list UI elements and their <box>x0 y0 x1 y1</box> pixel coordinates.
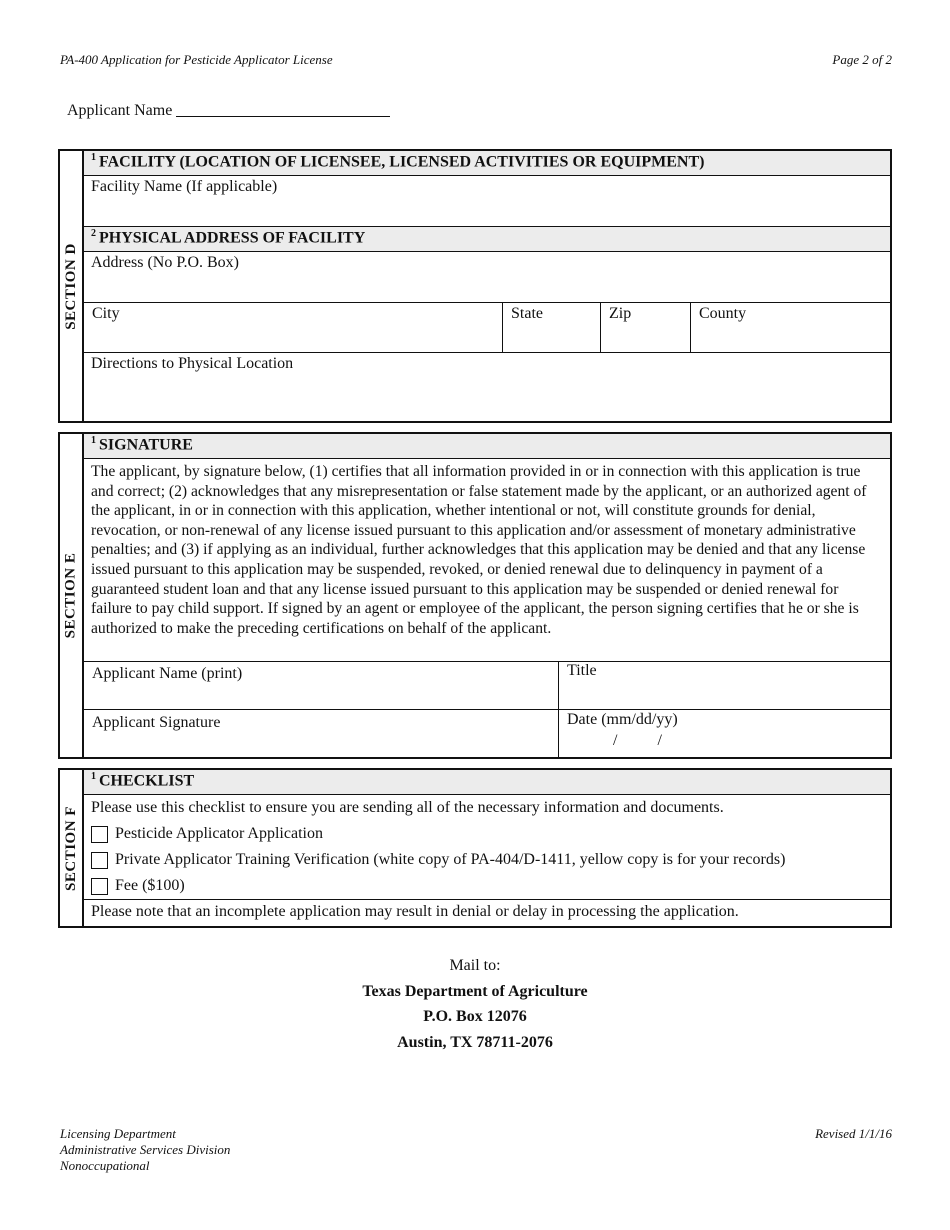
signature-title: SIGNATURE <box>99 436 193 454</box>
page-number: Page 2 of 2 <box>832 52 892 67</box>
applicant-name-field[interactable] <box>176 100 390 117</box>
address-field[interactable] <box>84 252 890 303</box>
checklist-note-row <box>84 900 890 926</box>
mail-to-label: Mail to: <box>449 957 501 974</box>
address-title: PHYSICAL ADDRESS OF FACILITY <box>99 229 366 247</box>
checklist-title: CHECKLIST <box>99 772 195 790</box>
revised-date: Revised 1/1/16 <box>815 1126 892 1141</box>
county-label: County <box>699 305 747 322</box>
date-separators: / / <box>613 732 662 749</box>
facility-name-field[interactable] <box>84 176 890 227</box>
name-title-row <box>84 662 890 710</box>
checklist-item[interactable] <box>84 873 890 899</box>
mail-org: Texas Department of Agriculture <box>362 983 588 1000</box>
form-title: PA-400 Application for Pesticide Applicator License <box>60 52 333 67</box>
checklist-item-label: Pesticide Applicator Application <box>115 825 323 842</box>
checklist-note: Please note that an incomplete application may result in denial or delay in processing the application. <box>91 903 739 920</box>
title-field[interactable] <box>559 662 890 709</box>
applicant-name-line <box>67 100 390 120</box>
footer-line-1: Licensing Department <box>60 1126 176 1141</box>
checklist-body <box>84 795 890 900</box>
directions-field[interactable] <box>84 353 890 421</box>
footer-line-3: Nonoccupational <box>60 1158 150 1173</box>
address-header <box>84 227 890 252</box>
checklist-item-label: Fee ($100) <box>115 877 185 894</box>
certification-block <box>84 459 890 662</box>
county-field[interactable] <box>691 303 890 352</box>
checkbox[interactable] <box>91 852 108 869</box>
applicant-signature-field[interactable] <box>84 710 559 757</box>
city-state-zip-row <box>84 303 890 353</box>
section-d-label: SECTION D <box>60 151 84 421</box>
zip-label: Zip <box>609 305 632 322</box>
mail-po-box: P.O. Box 12076 <box>423 1008 527 1025</box>
checkbox[interactable] <box>91 826 108 843</box>
section-e <box>58 432 892 759</box>
facility-header <box>84 151 890 176</box>
mail-city: Austin, TX 78711-2076 <box>397 1034 553 1051</box>
checklist-num: 1 <box>91 771 96 782</box>
city-label: City <box>92 305 120 322</box>
applicant-name-label: Applicant Name <box>67 102 173 119</box>
address-label: Address (No P.O. Box) <box>91 254 239 271</box>
applicant-name-print-field[interactable] <box>84 662 559 709</box>
applicant-signature-label: Applicant Signature <box>92 714 221 731</box>
checklist-intro: Please use this checklist to ensure you are sending all of the necessary information and documents. <box>91 799 724 816</box>
signature-date-row <box>84 710 890 757</box>
signature-header <box>84 434 890 459</box>
checklist-item-label: Private Applicator Training Verification (white copy of PA-404/D-1411, yellow copy is for your records) <box>115 851 786 868</box>
zip-field[interactable] <box>601 303 691 352</box>
address-num: 2 <box>91 228 96 239</box>
checklist-item[interactable] <box>84 821 890 847</box>
date-label: Date (mm/dd/yy) <box>567 711 678 728</box>
state-field[interactable] <box>503 303 601 352</box>
state-label: State <box>511 305 543 322</box>
footer-line-2: Administrative Services Division <box>60 1142 231 1157</box>
checklist-header <box>84 770 890 795</box>
facility-title: FACILITY (LOCATION OF LICENSEE, LICENSED ACTIVITIES OR EQUIPMENT) <box>99 153 705 171</box>
directions-label: Directions to Physical Location <box>91 355 294 372</box>
facility-name-label: Facility Name (If applicable) <box>91 178 278 195</box>
applicant-name-print-label: Applicant Name (print) <box>92 665 243 682</box>
checkbox[interactable] <box>91 878 108 895</box>
city-field[interactable] <box>84 303 503 352</box>
title-label: Title <box>567 662 597 679</box>
date-field[interactable] <box>559 710 890 757</box>
section-e-label: SECTION E <box>60 434 84 757</box>
section-f <box>58 768 892 928</box>
facility-num: 1 <box>91 152 96 163</box>
section-f-label: SECTION F <box>60 770 84 926</box>
certification-text: The applicant, by signature below, (1) certifies that all information provided in or in connection with this application is true and correct; (2) acknowledges that any misrepresentation or false statement made by the applicant, or an authorized agent of the applicant, in or in connection with this application, whether intentional or not, will constitute grounds for denial, revocation, or non-renewal of any license issued pursuant to this application and/or assessment of monetary administrative penalties; and (3) if applying as an individual, further acknowledges that this application may be denied and that any license issued pursuant to this application may be suspended, revoked, or denied renewal due to delinquency in payment of a guaranteed student loan and that any license issued pursuant to this application may be suspended or denied renewal for failure to pay child support. If signed by an agent or employee of the applicant, the person signing certifies that he or she is authorized to make the preceding certifications on behalf of the applicant. <box>91 463 867 637</box>
signature-num: 1 <box>91 435 96 446</box>
checklist-item[interactable] <box>84 847 890 873</box>
section-d <box>58 149 892 423</box>
